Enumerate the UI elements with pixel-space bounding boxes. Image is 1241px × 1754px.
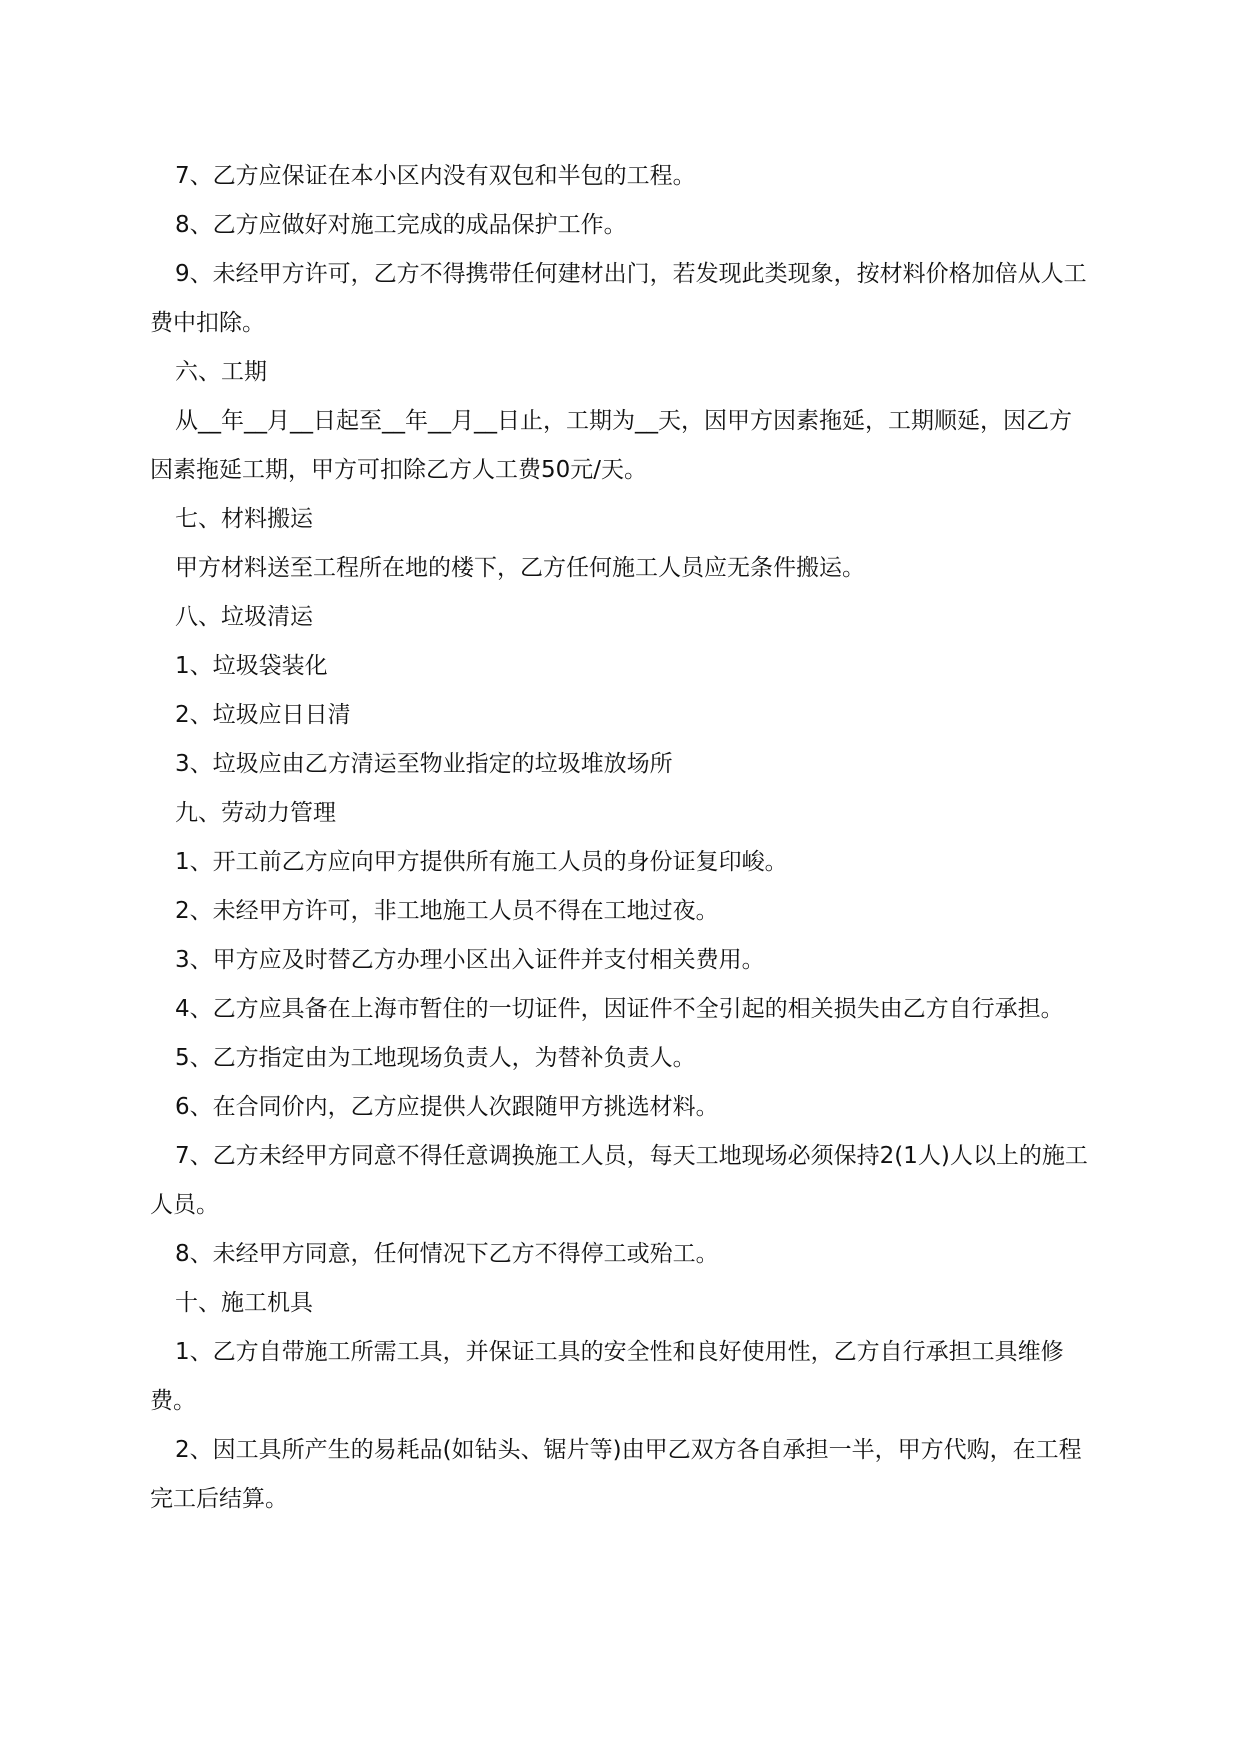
paragraph: 7、乙方应保证在本小区内没有双包和半包的工程。 <box>175 163 696 189</box>
section-heading: 六、工期 <box>175 359 267 385</box>
section-heading: 八、垃圾清运 <box>175 604 313 630</box>
paragraph: 1、垃圾袋装化 <box>175 653 328 679</box>
section-heading: 七、材料搬运 <box>175 506 313 532</box>
paragraph: 甲方材料送至工程所在地的楼下，乙方任何施工人员应无条件搬运。 <box>175 555 865 581</box>
paragraph: 4、乙方应具备在上海市暂住的一切证件，因证件不全引起的相关损失由乙方自行承担。 <box>175 996 1064 1022</box>
paragraph: 3、甲方应及时替乙方办理小区出入证件并支付相关费用。 <box>175 947 765 973</box>
paragraph: 2、因工具所产生的易耗品(如钻头、锯片等)由甲乙双方各自承担一半，甲方代购，在工程完工后结算。 <box>150 1437 1082 1512</box>
document-page <box>150 152 1090 1524</box>
paragraph: 3、垃圾应由乙方清运至物业指定的垃圾堆放场所 <box>175 751 673 777</box>
paragraph: 9、未经甲方许可，乙方不得携带任何建材出门，若发现此类现象，按材料价格加倍从人工费中扣除。 <box>150 261 1087 336</box>
paragraph: 8、未经甲方同意，任何情况下乙方不得停工或殆工。 <box>175 1241 719 1267</box>
paragraph: 1、开工前乙方应向甲方提供所有施工人员的身份证复印峻。 <box>175 849 788 875</box>
paragraph: 2、未经甲方许可，非工地施工人员不得在工地过夜。 <box>175 898 719 924</box>
paragraph: 从__年__月__日起至__年__月__日止，工期为__天，因甲方因素拖延，工期顺延，因乙方因素拖延工期，甲方可扣除乙方人工费50元/天。 <box>150 408 1072 483</box>
section-heading: 十、施工机具 <box>175 1290 313 1316</box>
paragraph: 5、乙方指定由为工地现场负责人，为替补负责人。 <box>175 1045 696 1071</box>
paragraph: 1、乙方自带施工所需工具，并保证工具的安全性和良好使用性，乙方自行承担工具维修费。 <box>150 1339 1064 1414</box>
paragraph: 8、乙方应做好对施工完成的成品保护工作。 <box>175 212 627 238</box>
paragraph: 7、乙方未经甲方同意不得任意调换施工人员，每天工地现场必须保持2(1人)人以上的施工人员。 <box>150 1143 1088 1218</box>
paragraph: 2、垃圾应日日清 <box>175 702 351 728</box>
paragraph: 6、在合同价内，乙方应提供人次跟随甲方挑选材料。 <box>175 1094 719 1120</box>
section-heading: 九、劳动力管理 <box>175 800 336 826</box>
